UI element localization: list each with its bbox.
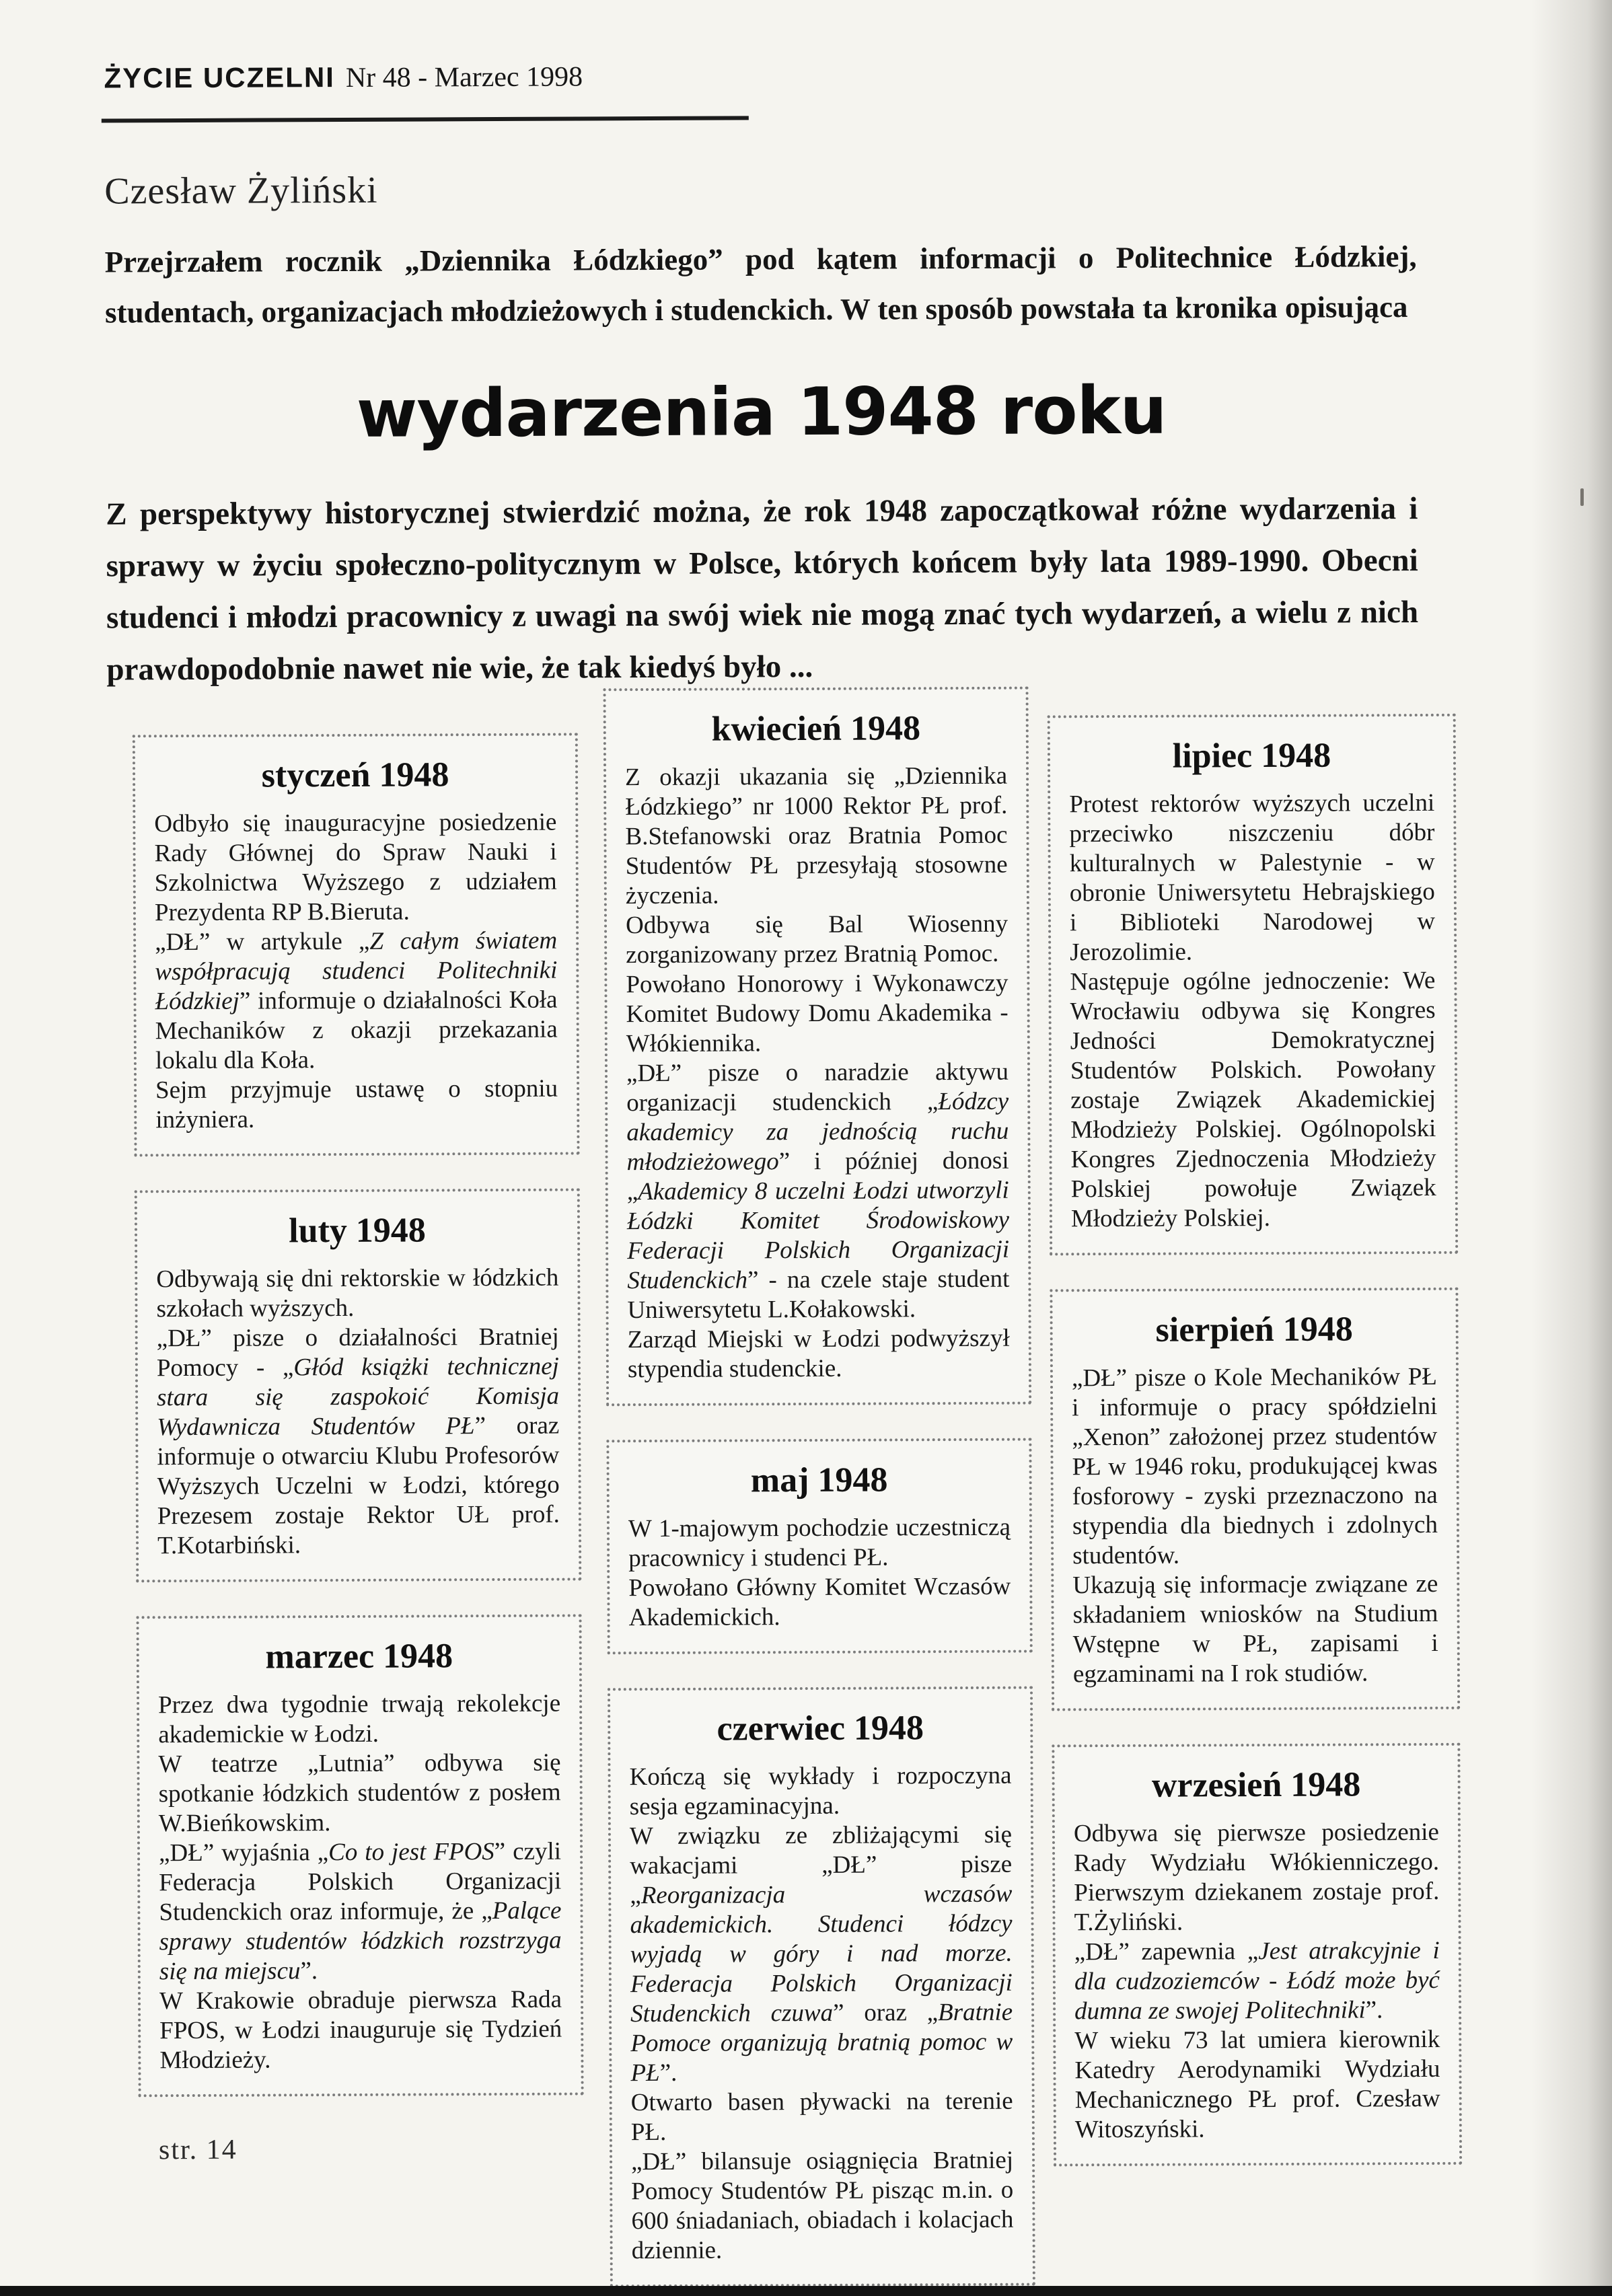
page-number: str. 14 (158, 2134, 237, 2166)
month-box-styczen (133, 733, 580, 1156)
month-box-czerwiec (608, 1687, 1035, 2288)
month-title: luty 1948 (289, 1211, 426, 1251)
month-title: styczeń 1948 (261, 755, 449, 795)
column-middle (603, 687, 1035, 2288)
page-header (104, 60, 583, 95)
month-box-marzec (137, 1614, 584, 2097)
column-left (133, 733, 584, 2097)
month-paragraph: Odbywa się pierwsze posiedzenie Rady Wydziału Włókienniczego. Pierwszym dziekanem zostaje prof. T.Żyliński. (1073, 1818, 1440, 1937)
month-paragraph: W wieku 73 lat umiera kierownik Katedry Aerodynamiki Wydziału Mechanicznego PŁ prof. Czesław Witoszyński. (1074, 2025, 1440, 2144)
month-paragraph: Odbyło się inauguracyjne posiedzenie Rady Głównej do Spraw Nauki i Szkolnictwa Wyższego z udziałem Prezydenta RP B.Bieruta. (154, 808, 557, 927)
header-rule (102, 116, 749, 122)
month-paragraph: „DŁ” pisze o Kole Mechaników PŁ i informuje o pracy spółdzielni „Xenon” założonej przez studentów PŁ w 1946 roku, produkującej kwas fosforowy - zyski przeznaczono na stypendia dla biednych i zdolnych studentów. (1071, 1362, 1438, 1570)
month-paragraph: W teatrze „Lutnia” odbywa się spotkanie łódzkich studentów z posłem W.Bieńkowskim. (158, 1748, 561, 1838)
month-paragraph: Protest rektorów wyższych uczelni przeciwko niszczeniu dóbr kulturalnych w Palestynie - w obronie Uniwersytetu Hebrajskiego i Biblioteki Narodowej w Jerozolimie. (1069, 788, 1436, 967)
issue-info: Nr 48 - Marzec 1998 (345, 61, 583, 94)
month-paragraph: W Krakowie obraduje pierwsza Rada FPOS, w Łodzi inauguruje się Tydzień Młodzieży. (159, 1985, 562, 2075)
month-title: czerwiec 1948 (717, 1709, 924, 1748)
month-paragraph: Odbywa się Bal Wiosenny zorganizowany przez Bratnią Pomoc. (625, 910, 1009, 969)
month-title: wrzesień 1948 (1151, 1765, 1361, 1805)
month-paragraph: Przez dwa tygodnie trwają rekolekcje akademickie w Łodzi. (158, 1689, 561, 1749)
publication-name: ŻYCIE UCZELNI (104, 61, 335, 94)
author-name: Czesław Żyliński (104, 169, 378, 213)
month-paragraph: Ukazują się informacje związane ze składaniem wniosków na Studium Wstępne w PŁ, zapisami i egzaminami na I rok studiów. (1072, 1569, 1438, 1689)
month-box-maj (606, 1438, 1032, 1655)
month-paragraph: Otwarto basen pływacki na terenie PŁ. (630, 2087, 1013, 2147)
month-box-kwiecien (603, 687, 1032, 1407)
month-paragraph: W 1-majowym pochodzie uczestniczą pracownicy i studenci PŁ. (628, 1513, 1011, 1573)
intro-paragraph: Przejrzałem rocznik „Dziennika Łódzkiego” pod kątem informacji o Politechnice Łódzkiej, studentach, organizacjach młodzieżowych i studenckich. W ten sposób powstała ta kronika opisująca (104, 239, 1417, 330)
article-title: wydarzenia 1948 roku (356, 372, 1167, 453)
month-box-lipiec (1048, 714, 1458, 1256)
month-title: sierpień 1948 (1155, 1310, 1353, 1349)
column-right (1048, 714, 1462, 2167)
month-paragraph: „DŁ” pisze o działalności Bratniej Pomocy - „Głód książki technicznej stara się zaspokoić Komisja Wydawnicza Studentów PŁ” oraz informuje o otwarciu Klubu Profesorów Wyższych Uczelni w Łodzi, którego Prezesem zostaje Rektor UŁ prof. T.Kotarbiński. (156, 1323, 560, 1560)
month-paragraph: „DŁ” w artykule „Z całym światem współpracują studenci Politechniki Łódzkiej” informuje o działalności Koła Mechaników z okazji przekazania lokalu dla Koła. (155, 926, 558, 1075)
scan-speck-artifact (1580, 488, 1584, 506)
month-paragraph: Kończą się wykłady i rozpoczyna sesja egzaminacyjna. (629, 1761, 1012, 1821)
month-paragraph: Następuje ogólne jednoczenie: We Wrocławiu odbywa się Kongres Jedności Demokratycznej Studentów Polskich. Powołany zostaje Związek Akademickiej Młodzieży Polskiej. Ogólnopolski Kongres Zjednoczenia Młodzieży Polskiej powołuje Związek Młodzieży Polskiej. (1070, 966, 1436, 1233)
month-paragraph: Powołano Główny Komitet Wczasów Akademickich. (628, 1572, 1011, 1632)
month-title: lipiec 1948 (1172, 736, 1331, 776)
month-box-luty (135, 1188, 582, 1582)
month-paragraph: W związku ze zbliżającymi się wakacjami „DŁ” pisze „Reorganizacja wczasów akademickich. Studenci łódzcy wyjadą w góry i nad morze. Federacja Polskich Organizacji Studenckich czuwa” oraz „Bratnie Pomoce organizują bratnią pomoc w PŁ”. (629, 1820, 1013, 2087)
month-paragraph: Z okazji ukazania się „Dziennika Łódzkiego” nr 1000 Rektor PŁ prof. B.Stefanowski oraz Bratnia Pomoc Studentów PŁ przesyłają stosowne życzenia. (624, 762, 1008, 910)
month-paragraph: Zarząd Miejski w Łodzi podwyższył stypendia studenckie. (627, 1324, 1010, 1384)
month-box-sierpien (1050, 1288, 1460, 1711)
lead-paragraph: Z perspektywy historycznej stwierdzić można, że rok 1948 zapoczątkował różne wydarzenia i sprawy w życiu społeczno-politycznym w Polsce, których końcem były lata 1989-1990. Obecni studenci i młodzi pracownicy z uwagi na swój wiek nie mogą znać tych wydarzeń, a wielu z nich prawdopodobnie nawet nie wie, że tak kiedyś było ... (106, 491, 1419, 688)
month-title: marzec 1948 (265, 1637, 453, 1676)
month-paragraph: „DŁ” bilansuje osiągnięcia Bratniej Pomocy Studentów PŁ pisząc m.in. o 600 śniadaniach, obiadach i kolacjach dziennie. (630, 2146, 1014, 2265)
month-paragraph: Sejm przyjmuje ustawę o stopniu inżyniera. (155, 1074, 558, 1134)
month-paragraph: Powołano Honorowy i Wykonawczy Komitet Budowy Domu Akademika - Włókiennika. (626, 969, 1009, 1058)
month-paragraph: „DŁ” zapewnia „Jest atrakcyjnie i dla cudzoziemców - Łódź może być dumna ze swojej Politechniki”. (1074, 1936, 1440, 2026)
month-title: maj 1948 (750, 1460, 888, 1500)
month-box-wrzesien (1052, 1743, 1462, 2167)
month-paragraph: Odbywają się dni rektorskie w łódzkich szkołach wyższych. (156, 1263, 559, 1323)
month-title: kwiecień 1948 (711, 709, 921, 749)
month-paragraph: „DŁ” pisze o naradzie aktywu organizacji studenckich „Łódzcy akademicy za jednością ruchu młodzieżowego” i później donosi „Akademicy 8 uczelni Łodzi utworzyli Łódzki Komitet Środowiskowy Federacji Polskich Organizacji Studenckich” - na czele staje student Uniwersytetu L.Kołakowski. (626, 1058, 1010, 1325)
scan-bottom-edge (0, 2286, 1612, 2296)
month-paragraph: „DŁ” wyjaśnia „Co to jest FPOS” czyli Federacja Polskich Organizacji Studenckich oraz informuje, że „Palące sprawy studentów łódzkich rozstrzyga się na miejscu”. (158, 1837, 562, 1986)
